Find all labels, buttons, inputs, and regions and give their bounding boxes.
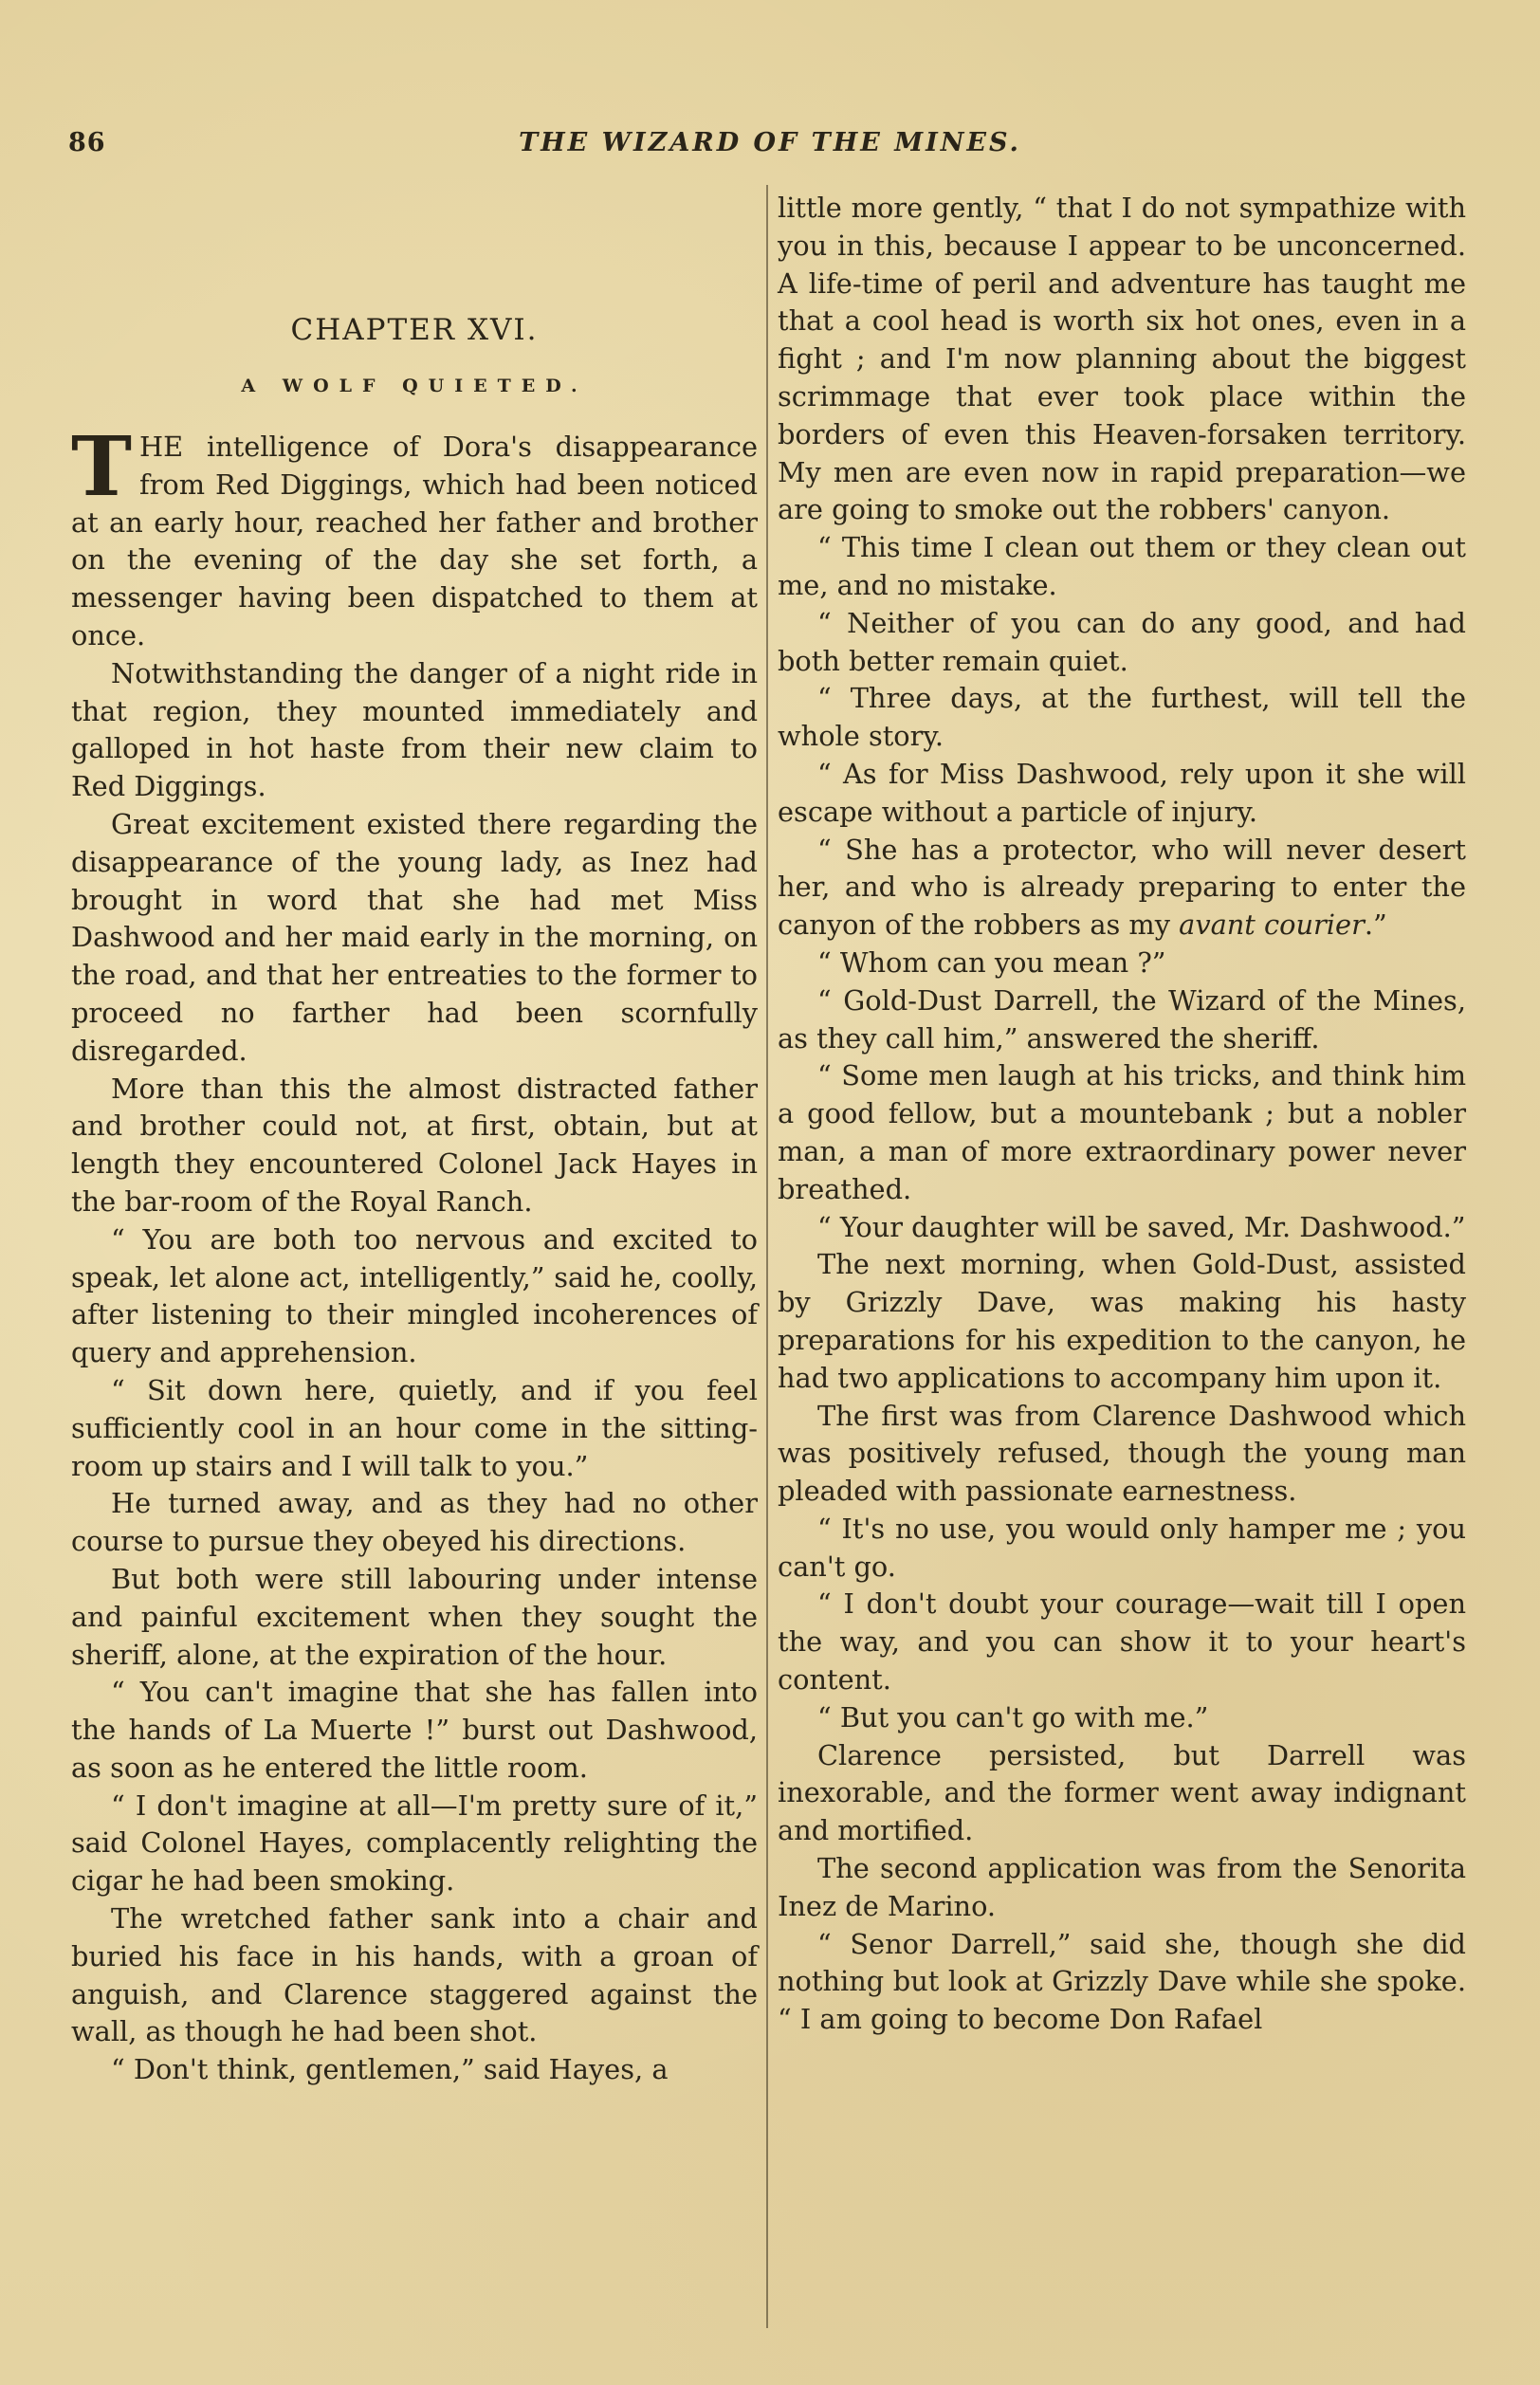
page-header <box>68 128 1472 166</box>
paragraph: The second application was from the Senorita Inez de Marino. <box>778 1852 1466 1922</box>
paragraph: “ It's no use, you would only hamper me ; you can't go. <box>778 1512 1466 1583</box>
paragraph: “ Some men laugh at his tricks, and think him a good fellow, but a mountebank ; but a nobler man, a man of more extraordinary power never breathed. <box>778 1059 1466 1205</box>
left-column <box>71 190 758 2089</box>
paragraph: The next morning, when Gold-Dust, assisted by Grizzly Dave, was making his hasty preparations for his expedition to the canyon, he had two applications to accompany him upon it. <box>778 1248 1466 1394</box>
drop-cap: T <box>71 419 132 515</box>
paragraph: “ I don't imagine at all—I'm pretty sure of it,” said Colonel Hayes, complacently relighting the cigar he had been smoking. <box>71 1789 758 1898</box>
paragraph: The wretched father sank into a chair and buried his face in his hands, with a groan of anguish, and Clarence staggered against the wall, as though he had been shot. <box>71 1902 758 2048</box>
paragraph: “ Three days, at the furthest, will tell the whole story. <box>778 682 1466 753</box>
page-number: 86 <box>68 128 106 157</box>
paragraph: “ Neither of you can do any good, and had both better remain quiet. <box>778 606 1466 677</box>
paragraph: “ This time I clean out them or they clean out me, and no mistake. <box>778 531 1466 601</box>
paragraph: Notwithstanding the danger of a night ride in that region, they mounted immediately and galloped in hot haste from their new claim to Red Diggings. <box>71 656 758 803</box>
paragraph: “ Don't think, gentlemen,” said Hayes, a <box>111 2053 669 2086</box>
paragraph: But both were still labouring under intense and painful excitement when they sought the sheriff, alone, at the expiration of the hour. <box>71 1562 758 1671</box>
paragraph <box>778 832 1466 945</box>
paragraph-continuation: little more gently, “ that I do not sympathize with you in this, because I appear to be unconcerned. A life-time of peril and adventure has taught me that a cool head is worth six hot ones, even in a fight ; and I'm now planning about the biggest scrimmage that ever took place within the borders of even this Heaven-forsaken territory. My men are even now in rapid preparation—we are going to smoke out the robbers' canyon. <box>778 192 1466 526</box>
running-title: THE WIZARD OF THE MINES. <box>519 128 1021 157</box>
paragraph: “ I don't doubt your courage—wait till I open the way, and you can show it to your heart's content. <box>778 1587 1466 1697</box>
paragraph-text: HE intelligence of Dora's disappearance from Red Diggings, which had been noticed at an early hour, reached her father and brother on the evening of the day she set forth, a messenger having been dispatched to them at once. <box>71 431 758 651</box>
paragraph: “ You are both too nervous and excited to speak, let alone act, intelligently,” said he, coolly, after listening to their mingled incoherences of query and apprehension. <box>71 1222 758 1369</box>
chapter-title: CHAPTER XVI. <box>290 313 539 347</box>
paragraph: “ Sit down here, quietly, and if you feel sufficiently cool in an hour come in the sitting-room up stairs and I will talk to you.” <box>71 1373 758 1482</box>
paragraph: “ You can't imagine that she has fallen into the hands of La Muerte !” burst out Dashwood, as soon as he entered the little room. <box>71 1676 758 1784</box>
paragraph: The first was from Clarence Dashwood which was positively refused, though the young man pleaded with passionate earnestness. <box>778 1399 1466 1508</box>
chapter-subtitle: A WOLF QUIETED. <box>241 376 588 396</box>
column-divider <box>766 185 768 2328</box>
paragraph: “ Gold-Dust Darrell, the Wizard of the Mines, as they call him,” answered the sheriff. <box>778 983 1466 1055</box>
right-column <box>778 190 1466 2039</box>
paragraph: “ Whom can you mean ?” <box>817 945 1166 979</box>
paragraph-text: “ She has a protector, who will never desert her, and who is already preparing to enter the canyon of the robbers as my <box>778 833 1466 942</box>
paragraph: Clarence persisted, but Darrell was inexorable, and the former went away indignant and mortified. <box>778 1738 1466 1847</box>
paragraph: He turned away, and as they had no other course to pursue they obeyed his directions. <box>71 1487 758 1558</box>
paragraph: More than this the almost distracted father and brother could not, at first, obtain, but at length they encountered Colonel Jack Hayes in the bar-room of the Royal Ranch. <box>71 1072 758 1218</box>
paragraph-text: .” <box>1364 908 1387 942</box>
paragraph: “ As for Miss Dashwood, rely upon it she will escape without a particle of injury. <box>778 757 1466 828</box>
italic-phrase: avant courier <box>1179 908 1365 942</box>
paragraph <box>71 419 758 655</box>
paragraph: Great excitement existed there regarding the disappearance of the young lady, as Inez had brought in word that she had met Miss Dashwood and her maid early in the morning, on the road, and that her entreaties to the former to proceed no farther had been scornfully disregarded. <box>71 807 758 1067</box>
paragraph: “ Your daughter will be saved, Mr. Dashwood.” <box>817 1210 1466 1243</box>
paragraph: “ But you can't go with me.” <box>817 1700 1209 1734</box>
paragraph: “ Senor Darrell,” said she, though she did nothing but look at Grizzly Dave while she spoke. “ I am going to become Don Rafael <box>778 1927 1466 2036</box>
